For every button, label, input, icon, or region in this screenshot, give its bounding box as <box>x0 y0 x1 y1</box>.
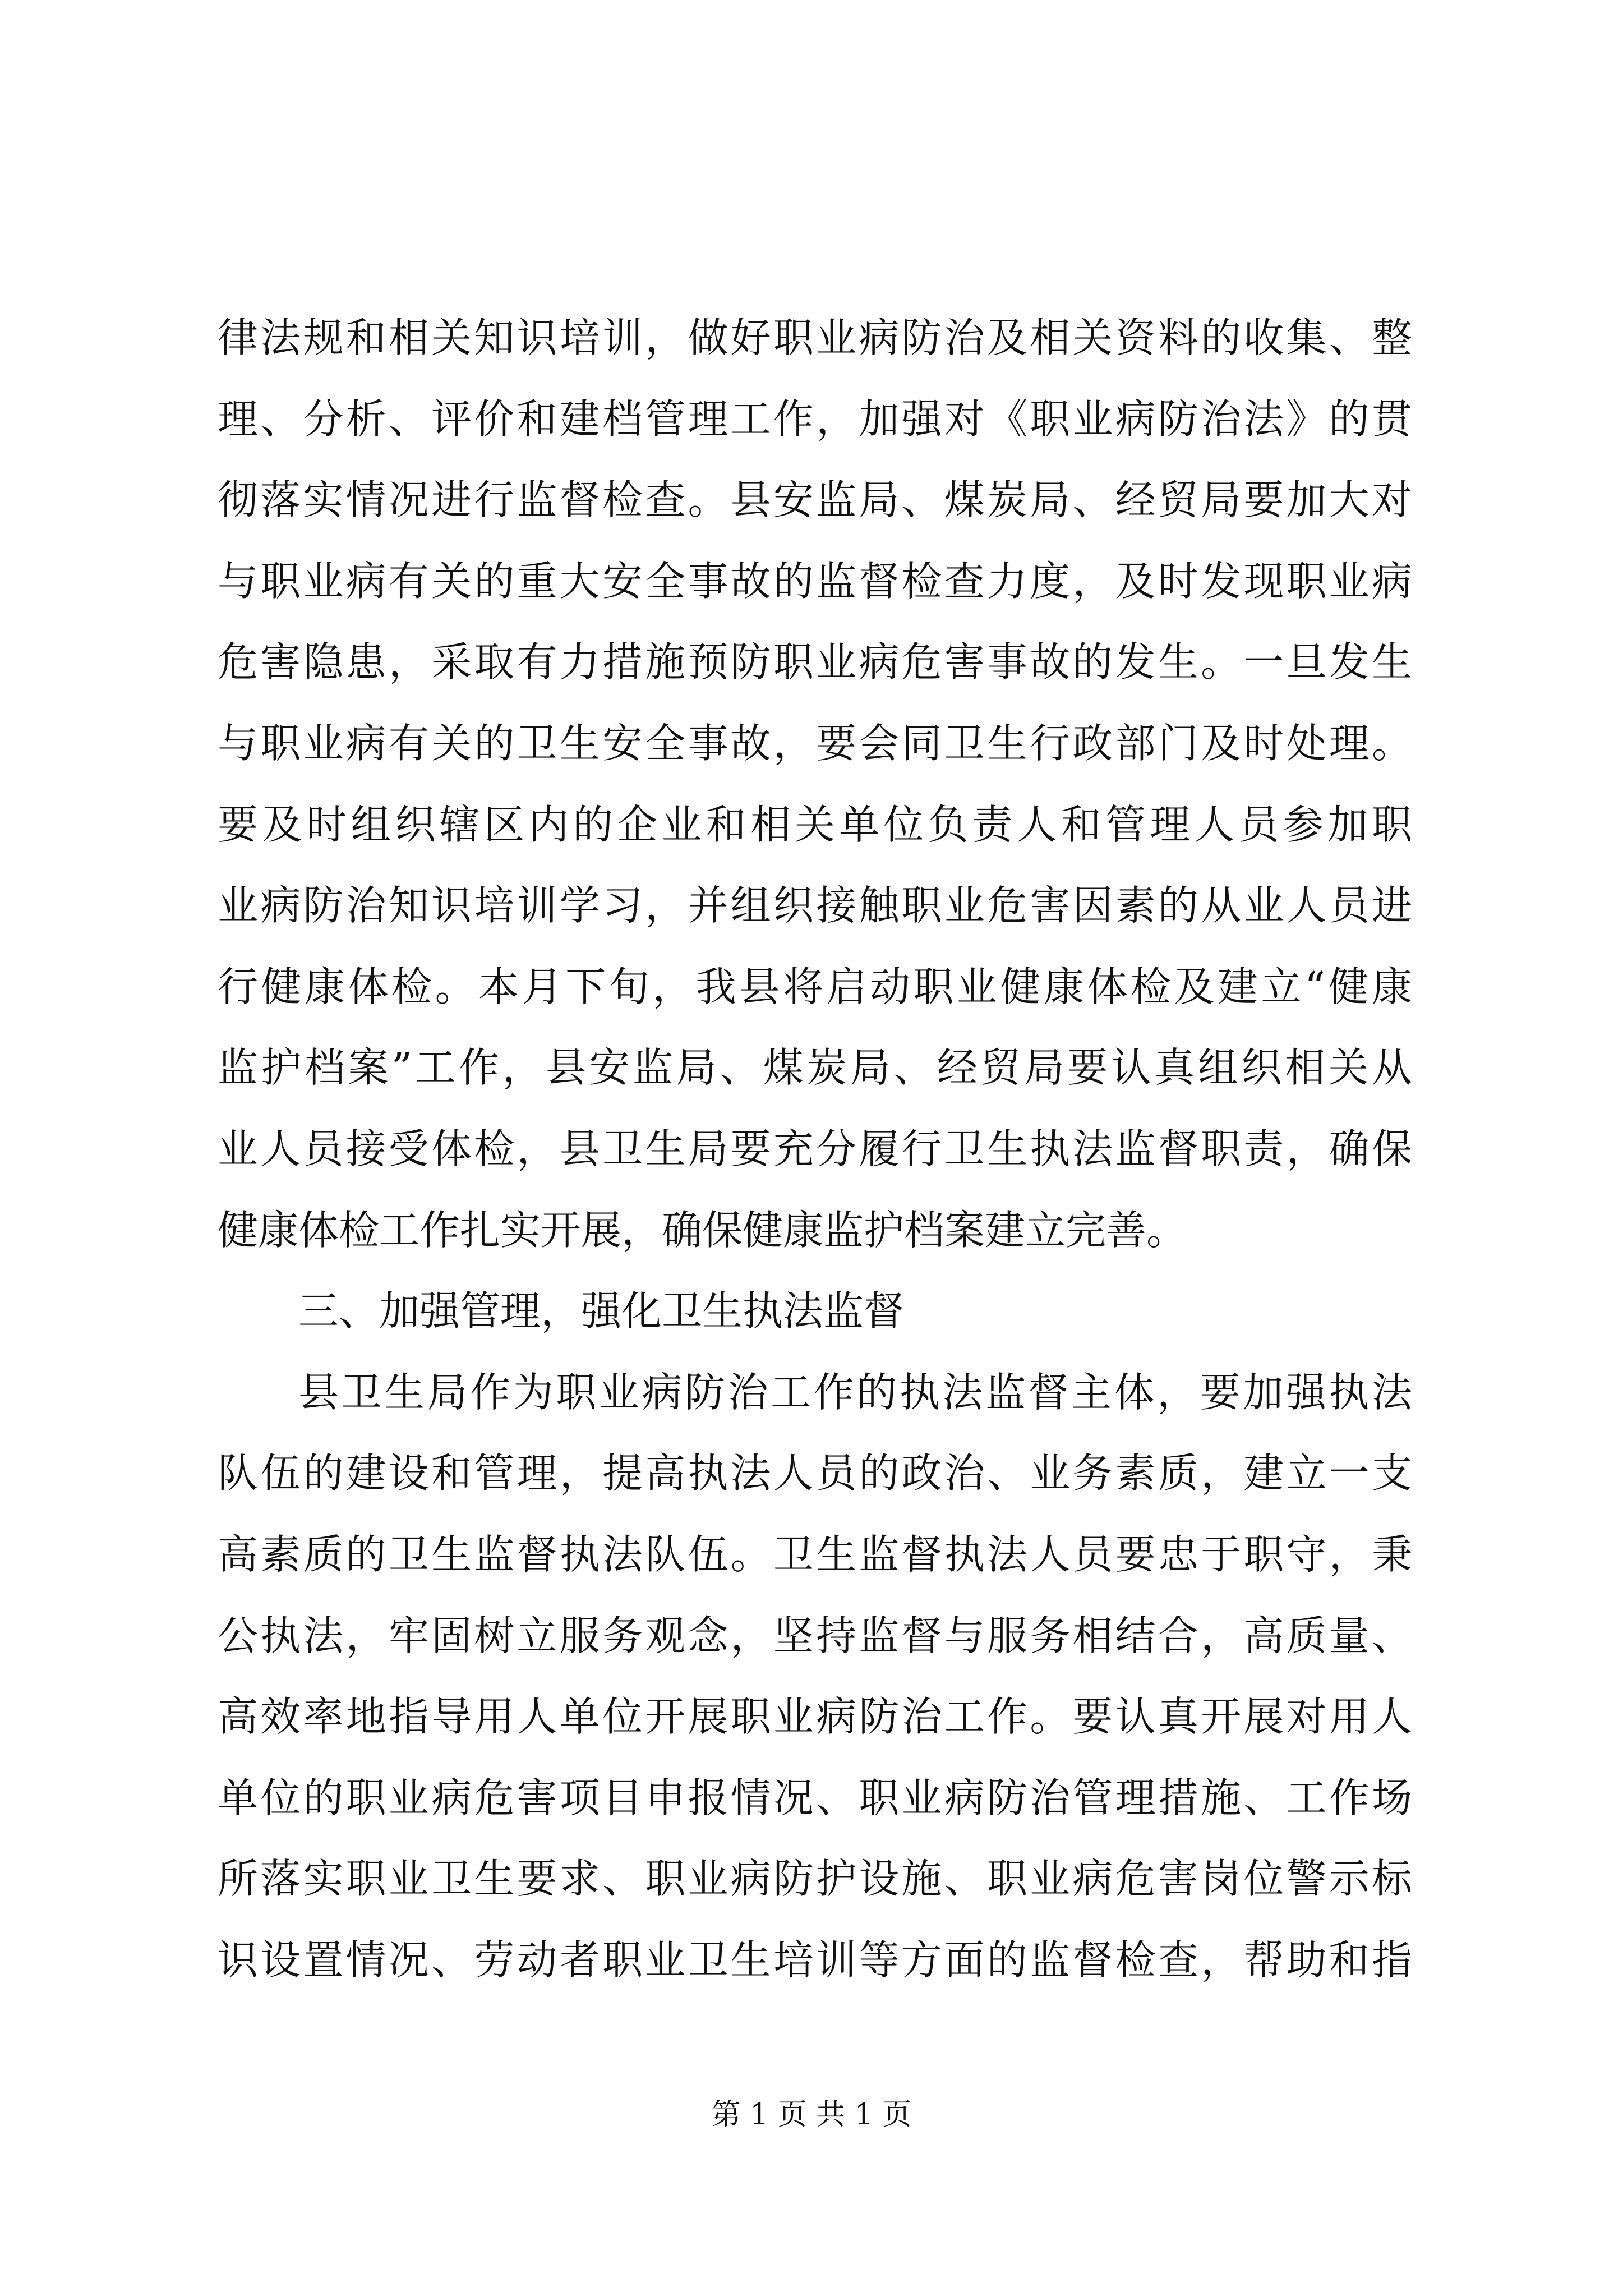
text-line: 行健康体检。本月下旬，我县将启动职业健康体检及建立“健康 <box>218 963 1412 1010</box>
text-line: 理、分析、评价和建档管理工作，加强对《职业病防治法》的贯 <box>218 395 1412 443</box>
text-line: 监护档案”工作，县安监局、煤炭局、经贸局要认真组织相关从 <box>218 1044 1412 1092</box>
page-footer: 第 1 页 共 1 页 <box>711 2098 912 2132</box>
text-line: 健康体检工作扎实开展，确保健康监护档案建立完善。 <box>218 1206 1187 1254</box>
text-line: 律法规和相关知识培训，做好职业病防治及相关资料的收集、整 <box>218 314 1412 361</box>
text-line: 与职业病有关的重大安全事故的监督检查力度，及时发现职业病 <box>218 557 1412 605</box>
text-line: 所落实职业卫生要求、职业病防护设施、职业病危害岗位警示标 <box>218 1855 1412 1903</box>
text-line: 公执法，牢固树立服务观念，坚持监督与服务相结合，高质量、 <box>218 1612 1412 1659</box>
text-line: 单位的职业病危害项目申报情况、职业病防治管理措施、工作场 <box>218 1774 1412 1821</box>
text-line: 与职业病有关的卫生安全事故，要会同卫生行政部门及时处理。 <box>218 719 1412 767</box>
section-heading: 三、加强管理，强化卫生执法监督 <box>298 1287 905 1335</box>
body-text <box>218 297 1412 2000</box>
text-line: 危害隐患，采取有力措施预防职业病危害事故的发生。一旦发生 <box>218 638 1412 686</box>
text-line: 高效率地指导用人单位开展职业病防治工作。要认真开展对用人 <box>218 1693 1412 1741</box>
text-line: 要及时组织辖区内的企业和相关单位负责人和管理人员参加职 <box>218 800 1412 848</box>
text-line: 县卫生局作为职业病防治工作的执法监督主体，要加强执法 <box>298 1368 1412 1416</box>
text-line: 业病防治知识培训学习，并组织接触职业危害因素的从业人员进 <box>218 882 1412 930</box>
text-line: 业人员接受体检，县卫生局要充分履行卫生执法监督职责，确保 <box>218 1125 1412 1172</box>
text-line: 队伍的建设和管理，提高执法人员的政治、业务素质，建立一支 <box>218 1450 1412 1497</box>
text-line: 识设置情况、劳动者职业卫生培训等方面的监督检查，帮助和指 <box>218 1936 1412 1984</box>
text-line: 彻落实情况进行监督检查。县安监局、煤炭局、经贸局要加大对 <box>218 476 1412 524</box>
text-line: 高素质的卫生监督执法队伍。卫生监督执法人员要忠于职守，秉 <box>218 1530 1412 1578</box>
